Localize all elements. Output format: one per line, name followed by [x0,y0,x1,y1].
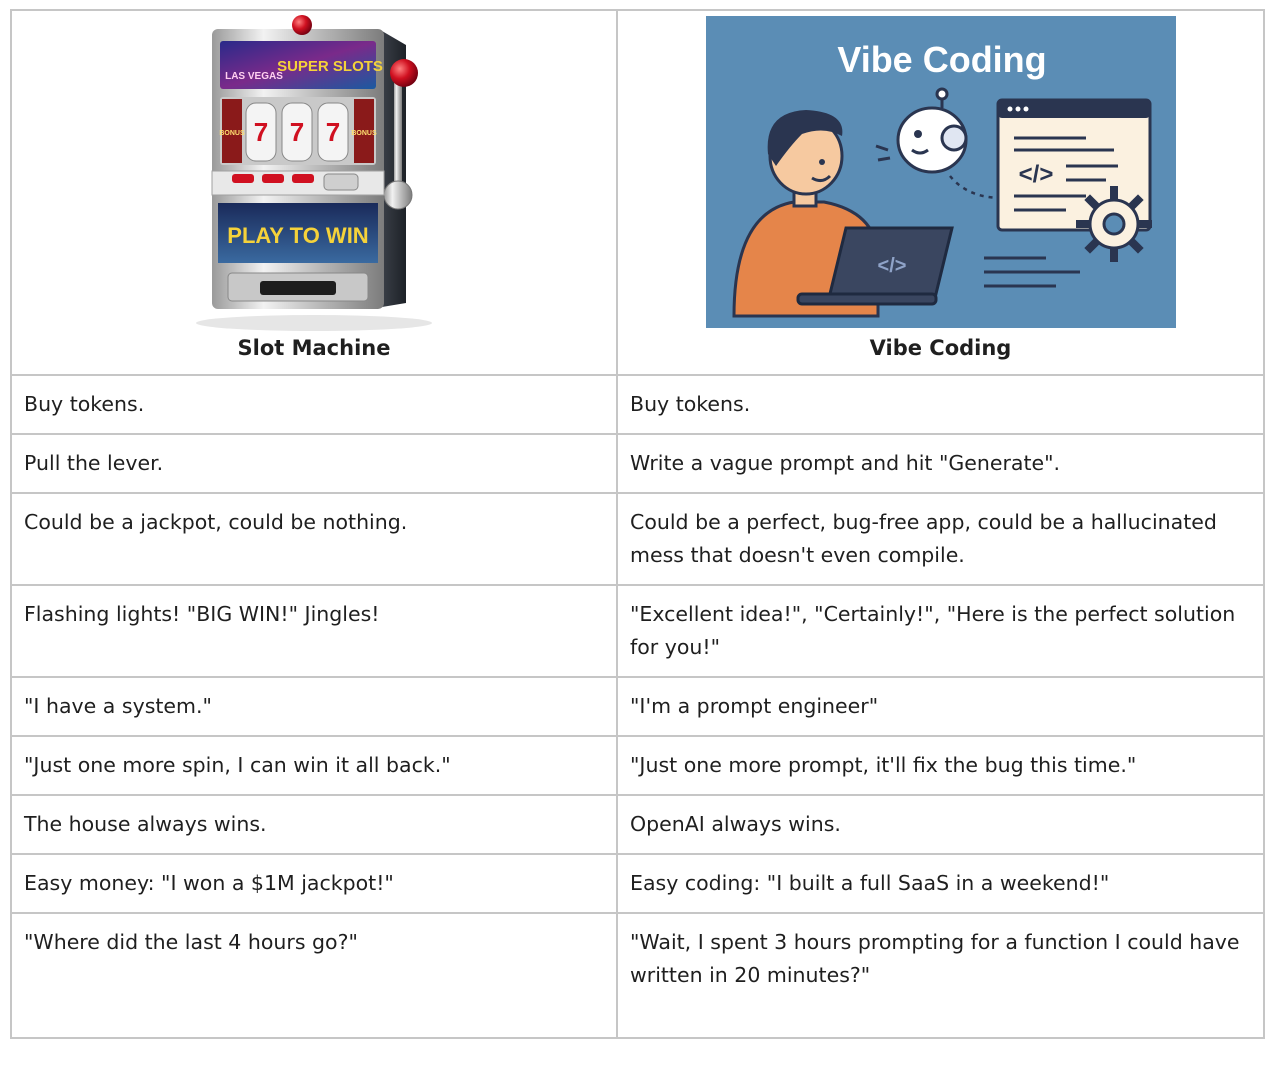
vibe-image-title: Vibe Coding [836,39,1047,80]
vibe-cell: "Excellent idea!", "Certainly!", "Here is the perfect solution for you!" [617,585,1264,677]
slot-machine-image [12,11,616,336]
vibe-cell: "I'm a prompt engineer" [617,677,1264,736]
header-label-slot-machine: Slot Machine [237,336,391,360]
table-row [11,493,1264,585]
vibe-cell: Buy tokens. [617,375,1264,434]
slot-machine-illustration [184,11,444,336]
vibe-cell: "Wait, I spent 3 hours prompting for a function I could have written in 20 minutes?" [617,913,1264,1038]
slot-side-left: BONUS [219,130,245,137]
table-row [11,585,1264,677]
header-label-vibe-coding: Vibe Coding [869,336,1012,360]
comparison-table [10,9,1265,1039]
slot-cell: "Just one more spin, I can win it all back." [11,736,617,795]
table-row [11,913,1264,1038]
laptop-code-symbol: </> [877,255,906,277]
slot-cell: "Where did the last 4 hours go?" [11,913,617,1038]
table-row [11,677,1264,736]
vibe-cell: Write a vague prompt and hit "Generate". [617,434,1264,493]
header-cell-slot-machine [11,10,617,375]
lever-knob-icon [390,59,418,87]
slot-side-right: BONUS [351,130,377,137]
slot-cell: The house always wins. [11,795,617,854]
vibe-coding-image [618,11,1263,336]
header-cell-vibe-coding [617,10,1264,375]
slot-cell: Easy money: "I won a $1M jackpot!" [11,854,617,913]
table-row [11,854,1264,913]
table-row [11,375,1264,434]
svg-text:7: 7 [289,117,305,147]
slot-cell: "I have a system." [11,677,617,736]
slot-cell: Could be a jackpot, could be nothing. [11,493,617,585]
table-row [11,434,1264,493]
slot-cell: Pull the lever. [11,434,617,493]
table-row [11,736,1264,795]
slot-cell: Flashing lights! "BIG WIN!" Jingles! [11,585,617,677]
window-code-symbol: </> [1018,161,1053,188]
slot-cell: Buy tokens. [11,375,617,434]
gear-icon [1080,190,1148,258]
vibe-cell: Could be a perfect, bug-free app, could be a hallucinated mess that doesn't even compile. [617,493,1264,585]
table-row [11,795,1264,854]
vibe-cell: OpenAI always wins. [617,795,1264,854]
slot-reels [246,103,348,161]
slot-sub-sign: LAS VEGAS [225,71,283,82]
vibe-cell: "Just one more prompt, it'll fix the bug this time." [617,736,1264,795]
vibe-cell: Easy coding: "I built a full SaaS in a weekend!" [617,854,1264,913]
slot-bottom-sign: PLAY TO WIN [227,223,369,248]
vibe-coding-illustration [706,16,1176,328]
svg-text:7: 7 [253,117,269,147]
slot-top-sign: SUPER SLOTS [277,58,383,75]
svg-text:7: 7 [325,117,341,147]
header-row [11,10,1264,375]
